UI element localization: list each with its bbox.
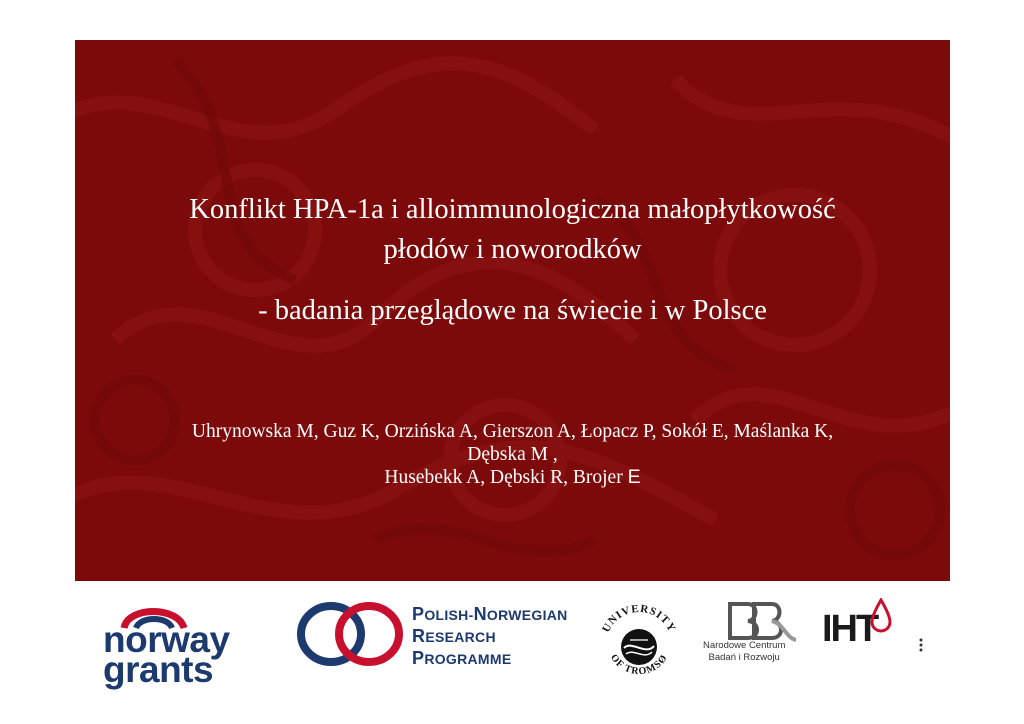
- pnrp-olish: OLISH-: [424, 607, 474, 623]
- authors-line-3-tail: E: [627, 466, 641, 488]
- slide-subtitle: - badania przeglądowe na świecie i w Polsce: [258, 295, 767, 326]
- ncbr-line1: Narodowe Centrum: [703, 640, 786, 651]
- pnrp-line1: [412, 604, 568, 626]
- iht-dots-icon: [917, 638, 925, 652]
- ncbr-emblem: [726, 600, 798, 642]
- authors-line-1: Uhrynowska M, Guz K, Orzińska A, Gierszon A, Łopacz P, Sokół E, Maślanka K,: [191, 421, 834, 442]
- pnrp-line2: [412, 626, 568, 648]
- pnrp-cap-n: N: [473, 604, 487, 624]
- authors-line-3: [75, 466, 950, 489]
- tromso-top-text: UNIVERSITY: [600, 602, 678, 635]
- norway-grants-logo: [103, 619, 230, 690]
- pnrp-emblem: [295, 600, 407, 668]
- iht-logo: IHT: [822, 608, 878, 650]
- pnrp-cap-p2: P: [412, 648, 425, 668]
- pnrp-logo: [412, 604, 568, 670]
- ncbr-line2: Badań i Rozwoju: [708, 652, 780, 663]
- pnrp-cap-r: R: [412, 626, 426, 646]
- university-tromso-seal: [594, 600, 684, 690]
- authors-line-3-text: Husebekk A, Dębski R, Brojer: [384, 467, 628, 488]
- ncbr-logo: [703, 640, 785, 664]
- pnrp-line3: [412, 648, 568, 670]
- pnrp-orwegian: ORWEGIAN: [486, 607, 568, 623]
- pnrp-esearch: ESEARCH: [425, 629, 496, 645]
- pnrp-cap-p: P: [412, 604, 425, 624]
- tromso-bottom-text: OF TROMSØ: [607, 652, 671, 678]
- slide-title: [75, 190, 950, 270]
- authors-line-2: Dębska M ,: [467, 444, 558, 465]
- authors-list: [75, 420, 950, 489]
- title-slide-panel: [75, 40, 950, 581]
- norway-grants-line1: norway: [103, 619, 230, 660]
- title-line-1: Konflikt HPA-1a i alloimmunologiczna małopłytkowość: [189, 194, 836, 225]
- pnrp-rogramme: ROGRAMME: [424, 651, 512, 667]
- title-line-2: płodów i noworodków: [383, 234, 642, 265]
- norway-grants-line2: grants: [103, 649, 214, 690]
- blood-drop-icon: [870, 598, 892, 634]
